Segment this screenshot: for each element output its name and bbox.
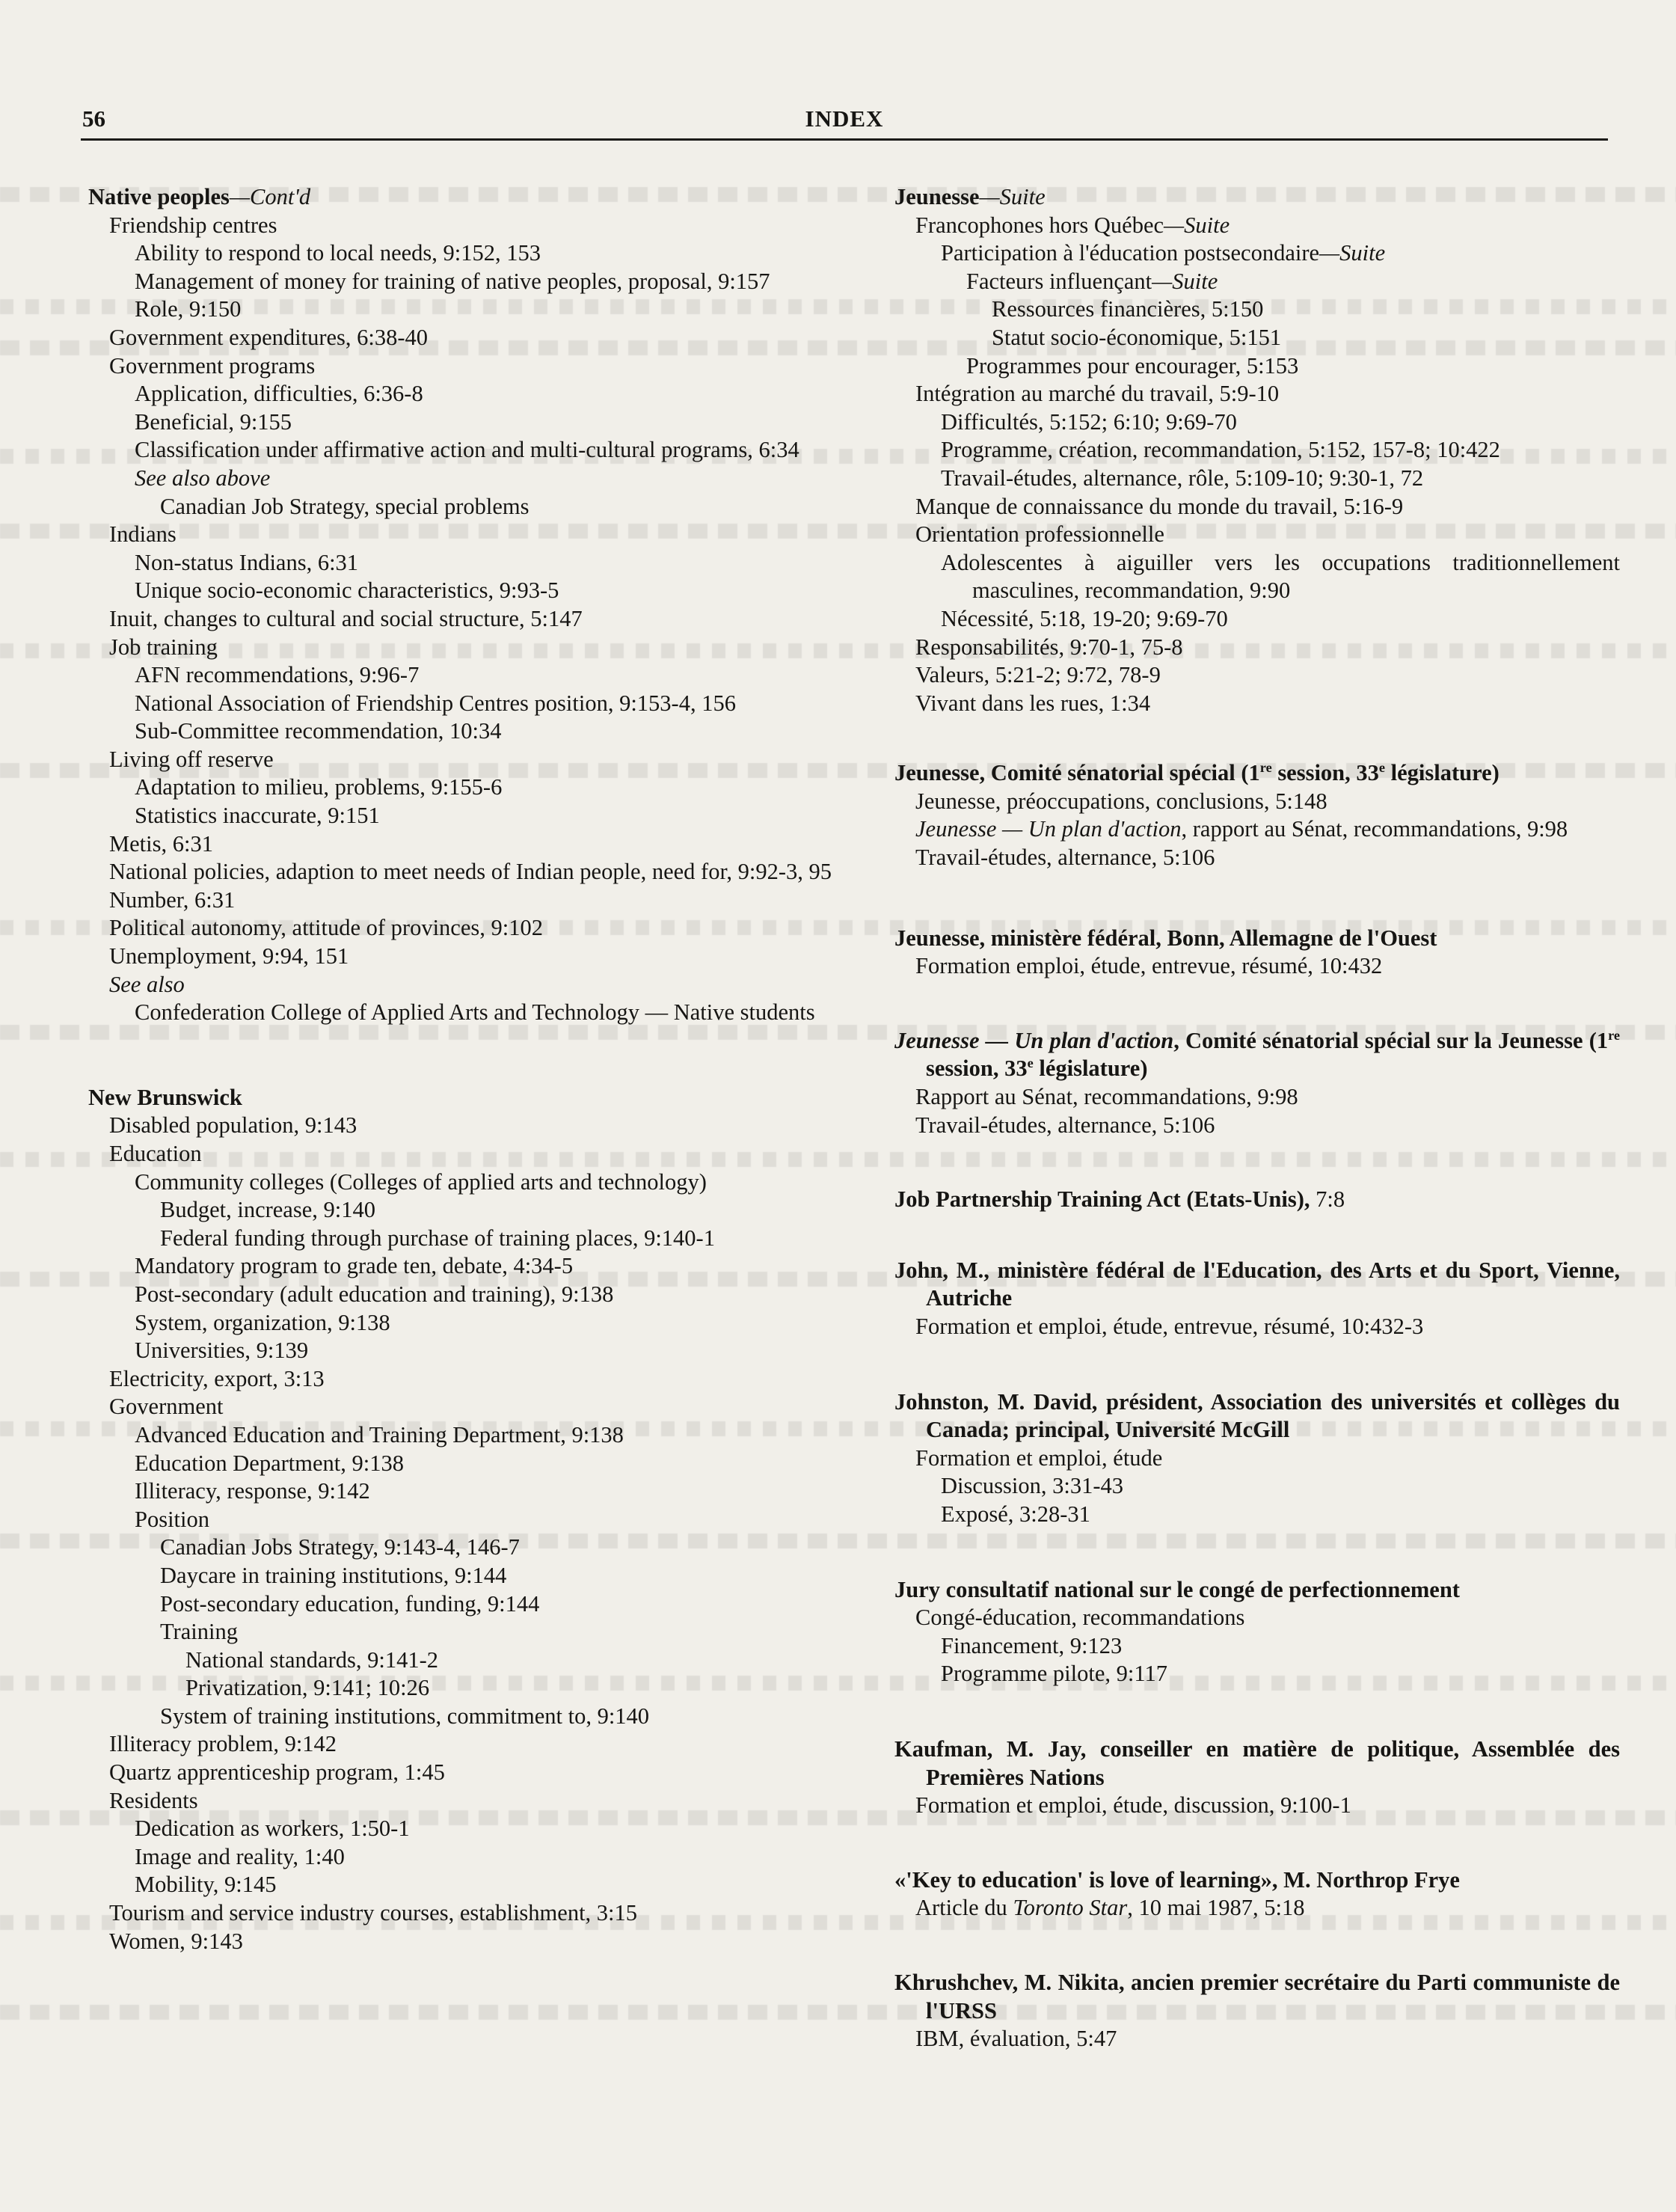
index-entry-kaufman: Kaufman, M. Jay, conseiller en matière de politique, Assemblée des Premières Nations Formation et emploi, étude, discussion, 9:100-1: [894, 1735, 1620, 1819]
index-entry-plan-action: Jeunesse — Un plan d'action, Comité sénatorial spécial sur la Jeunesse (1re session, 33e législature) Rapport au Sénat, recommandations, 9:98 Travail-études, alternance, 5:106: [894, 1027, 1621, 1138]
index-column-left: [88, 183, 836, 1955]
index-entry-khrushchev: Khrushchev, M. Nikita, ancien premier secrétaire du Parti communiste de l'URSS IBM, évaluation, 5:47: [894, 1969, 1620, 2052]
index-entry-bonn: Jeunesse, ministère fédéral, Bonn, Allemagne de l'Ouest Formation emploi, étude, entrevue, résumé, 10:432: [894, 925, 1437, 979]
index-entry-jeunesse: Jeunesse—Suite Francophones hors Québec—Suite Participation à l'éducation postsecondaire—Suite Facteurs influençant—Suite Ressources financières, 5:150 Statut socio-économique, 5:151 Programmes pour encourager, 5:153 Intégration au marché du travail, 5:9-10 Difficultés, 5:152; 6:10; 9:69-70 Programme, création, recommandation, 5:152, 157-8; 10:422 Travail-études, alternance, rôle, 5:109-10; 9:30-1, 72 Manque de connaissance du monde du travail, 5:16-9 Orientation professionnelle Adolescentes à aiguiller vers les occupations traditionnellement masculines, recommandation, 9:90 Nécessité, 5:18, 19-20; 9:69-70 Responsabilités, 9:70-1, 75-8 Valeurs, 5:21-2; 9:72, 78-9 Vivant dans les rues, 1:34: [894, 184, 1620, 716]
index-column-right: [894, 183, 1620, 2053]
index-entry-comite-senatorial: Jeunesse, Comité sénatorial spécial (1re session, 33e législature) Jeunesse, préoccupations, conclusions, 5:148 Jeunesse — Un plan d'action, rapport au Sénat, recommandations, 9:98 Travail-études, alternance, 5:106: [894, 760, 1568, 871]
index-entry-new-brunswick: New Brunswick Disabled population, 9:143 Education Community colleges (Colleges of applied arts and technology) Budget, increase, 9:140 Federal funding through purchase of training places, 9:140-1 Mandatory program to grade ten, debate, 4:34-5 Post-secondary (adult education and training), 9:138 System, organization, 9:138 Universities, 9:139 Electricity, export, 3:13 Government Advanced Education and Training Department, 9:138 Education Department, 9:138 Illiteracy, response, 9:142 Position Canadian Jobs Strategy, 9:143-4, 146-7 Daycare in training institutions, 9:144 Post-secondary education, funding, 9:144 Training National standards, 9:141-2 Privatization, 9:141; 10:26 System of training institutions, commitment to, 9:140 Illiteracy problem, 9:142 Quartz apprenticeship program, 1:45 Residents Dedication as workers, 1:50-1 Image and reality, 1:40 Mobility, 9:145 Tourism and service industry courses, establishment, 3:15 Women, 9:143: [88, 1084, 715, 1954]
index-entry-jury: Jury consultatif national sur le congé de perfectionnement Congé-éducation, recommandations Financement, 9:123 Programme pilote, 9:117: [894, 1576, 1460, 1687]
page-number: 56: [82, 105, 105, 132]
page-header: [81, 105, 1608, 141]
index-entry-jpta: Job Partnership Training Act (Etats-Unis), 7:8: [894, 1186, 1345, 1213]
running-head: INDEX: [805, 105, 884, 132]
index-entry-johnston: Johnston, M. David, président, Association des universités et collèges du Canada; principal, Université McGill Formation et emploi, étude Discussion, 3:31-43 Exposé, 3:28-31: [894, 1388, 1620, 1527]
index-entry-key-to-education: «'Key to education' is love of learning», M. Northrop Frye Article du Toronto Star, 10 mai 1987, 5:18: [894, 1866, 1460, 1921]
index-entry-john: John, M., ministère fédéral de l'Education, des Arts et du Sport, Vienne, Autriche Formation et emploi, étude, entrevue, résumé, 10:432-3: [894, 1257, 1620, 1339]
index-entry-native-peoples: Native peoples—Cont'd Friendship centres Ability to respond to local needs, 9:152, 153 Management of money for training of native peoples, proposal, 9:157 Role, 9:150 Government expenditures, 6:38-40 Government programs Application, difficulties, 6:36-8 Beneficial, 9:155 Classification under affirmative action and multi-cultural programs, 6:34 See also above Canadian Job Strategy, special problems Indians Non-status Indians, 6:31 Unique socio-economic characteristics, 9:93-5 Inuit, changes to cultural and social structure, 5:147 Job training AFN recommendations, 9:96-7 National Association of Friendship Centres position, 9:153-4, 156 Sub-Committee recommendation, 10:34 Living off reserve Adaptation to milieu, problems, 9:155-6 Statistics inaccurate, 9:151 Metis, 6:31 National policies, adaption to meet needs of Indian people, need for, 9:92-3, 95 Number, 6:31 Political autonomy, attitude of provinces, 9:102 Unemployment, 9:94, 151 See also Confederation College of Applied Arts and Technology — Native students: [88, 184, 832, 1026]
